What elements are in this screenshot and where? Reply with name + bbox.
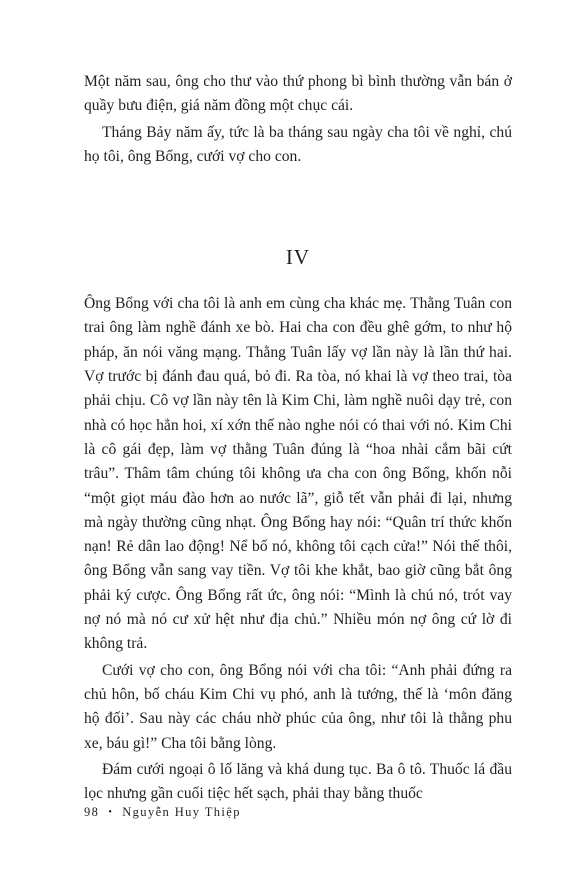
- author-name: Nguyễn Huy Thiệp: [122, 805, 241, 819]
- footer-separator: •: [108, 807, 114, 818]
- intro-paragraph-1: Một năm sau, ông cho thư vào thứ phong bì bình thường vẫn bán ở quầy bưu điện, giá năm đồng một chục cái.: [84, 73, 512, 115]
- page-body: [84, 70, 512, 806]
- chapter-paragraph-1: Ông Bổng với cha tôi là anh em cùng cha khác mẹ. Thằng Tuân con trai ông làm nghề đánh xe bò. Hai cha con đều ghê gớm, to như hộ pháp, ăn nói văng mạng. Thằng Tuân lấy vợ lần này là lần thứ hai. Vợ trước bị đánh đau quá, bỏ đi. Ra tòa, nó khai là vợ theo trai, tòa phải chịu. Cô vợ lần này tên là Kim Chi, làm nghề nuôi dạy trẻ, con nhà có học hẳn hoi, xí xớn thế nào nghe nói có thai với nó. Kim Chi là cô gái đẹp, làm vợ thằng Tuân đúng là “hoa nhài cắm bãi cứt trâu”. Thâm tâm chúng tôi không ưa cha con ông Bổng, khốn nỗi “một giọt máu đào hơn ao nước lã”, giỗ tết vẫn phải đi lại, nhưng mà ngày thường cũng nhạt. Ông Bổng hay nói: “Quân trí thức khốn nạn! Rẻ dân lao động! Nể bố nó, không tôi cạch cửa!” Nói thế thôi, ông Bổng vẫn sang vay tiền. Vợ tôi khe khắt, bao giờ cũng bắt ông phải ký cược. Ông Bổng rất ức, ông nói: “Mình là chú nó, trót vay nợ nó mà nó cư xử hệt như địa chủ.” Nhiều món nợ ông cứ lờ đi không trả.: [84, 295, 512, 653]
- page-number: 98: [84, 805, 100, 819]
- intro-paragraph-2: Tháng Bảy năm ấy, tức là ba tháng sau ngày cha tôi về nghỉ, chú họ tôi, ông Bổng, cưới vợ cho con.: [84, 123, 512, 165]
- chapter-paragraph-2: Cưới vợ cho con, ông Bổng nói với cha tôi: “Anh phải đứng ra chủ hôn, bố cháu Kim Chi vụ phó, anh là tướng, thế là ‘môn đăng hộ đối’. Sau này các cháu nhờ phúc của ông, như tôi là thằng phu xe, báu gì!” Cha tôi bằng lòng.: [84, 661, 512, 752]
- chapter-paragraph-3: Đám cưới ngoại ô lố lăng và khá dung tục. Ba ô tô. Thuốc lá đầu lọc nhưng gần cuối tiệc hết sạch, phải thay bằng thuốc: [84, 760, 512, 803]
- chapter-heading: IV: [285, 245, 311, 270]
- page-footer: [84, 805, 241, 820]
